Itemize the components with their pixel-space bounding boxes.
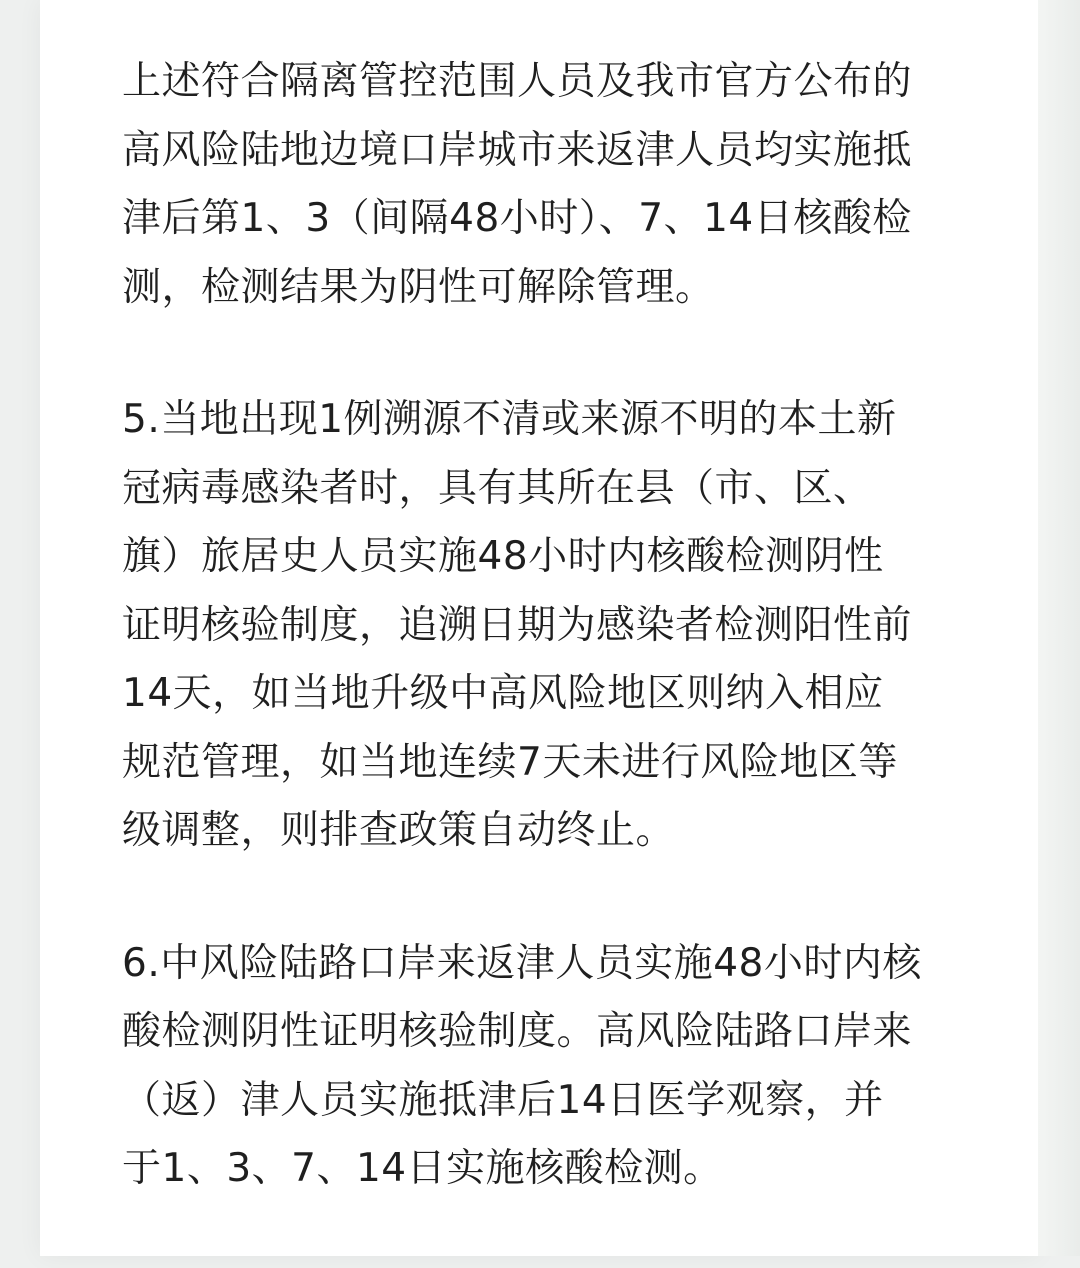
document-page bbox=[40, 0, 1038, 1256]
page-edge bbox=[1038, 0, 1080, 1256]
text-line: 5.当地出现1例溯源不清或来源不明的本土新 bbox=[122, 397, 897, 442]
text-line: 级调整，则排查政策自动终止。 bbox=[122, 808, 676, 853]
text-line: 旗）旅居史人员实施48小时内核酸检测阴性 bbox=[122, 534, 884, 579]
text-line: 6.中风险陆路口岸来返津人员实施48小时内核 bbox=[122, 940, 922, 986]
text-line: 高风险陆地边境口岸城市来返津人员均实施抵 bbox=[122, 127, 913, 173]
document-content bbox=[122, 48, 962, 1268]
text-line: 测，检测结果为阴性可解除管理。 bbox=[122, 264, 715, 310]
text-line: 酸检测阴性证明核验制度。高风险陆路口岸来 bbox=[122, 1009, 913, 1054]
text-line: 冠病毒感染者时，具有其所在县（市、区、 bbox=[122, 465, 873, 511]
text-line: 规范管理，如当地连续7天未进行风险地区等 bbox=[122, 739, 898, 785]
text-line: 14天，如当地升级中高风险地区则纳入相应 bbox=[122, 671, 884, 716]
text-line: 证明核验制度，追溯日期为感染者检测阳性前 bbox=[122, 602, 913, 648]
text-line: （返）津人员实施抵津后14日医学观察，并 bbox=[122, 1077, 884, 1123]
paragraph-item-5 bbox=[122, 386, 962, 866]
text-line: 津后第1、3（间隔48小时）、7、14日核酸检 bbox=[122, 196, 912, 241]
paragraph-quarantine-release bbox=[122, 48, 962, 322]
paragraph-item-6 bbox=[122, 930, 962, 1204]
text-line: 于1、3、7、14日实施核酸检测。 bbox=[122, 1146, 723, 1191]
text-line: 上述符合隔离管控范围人员及我市官方公布的 bbox=[122, 59, 913, 104]
